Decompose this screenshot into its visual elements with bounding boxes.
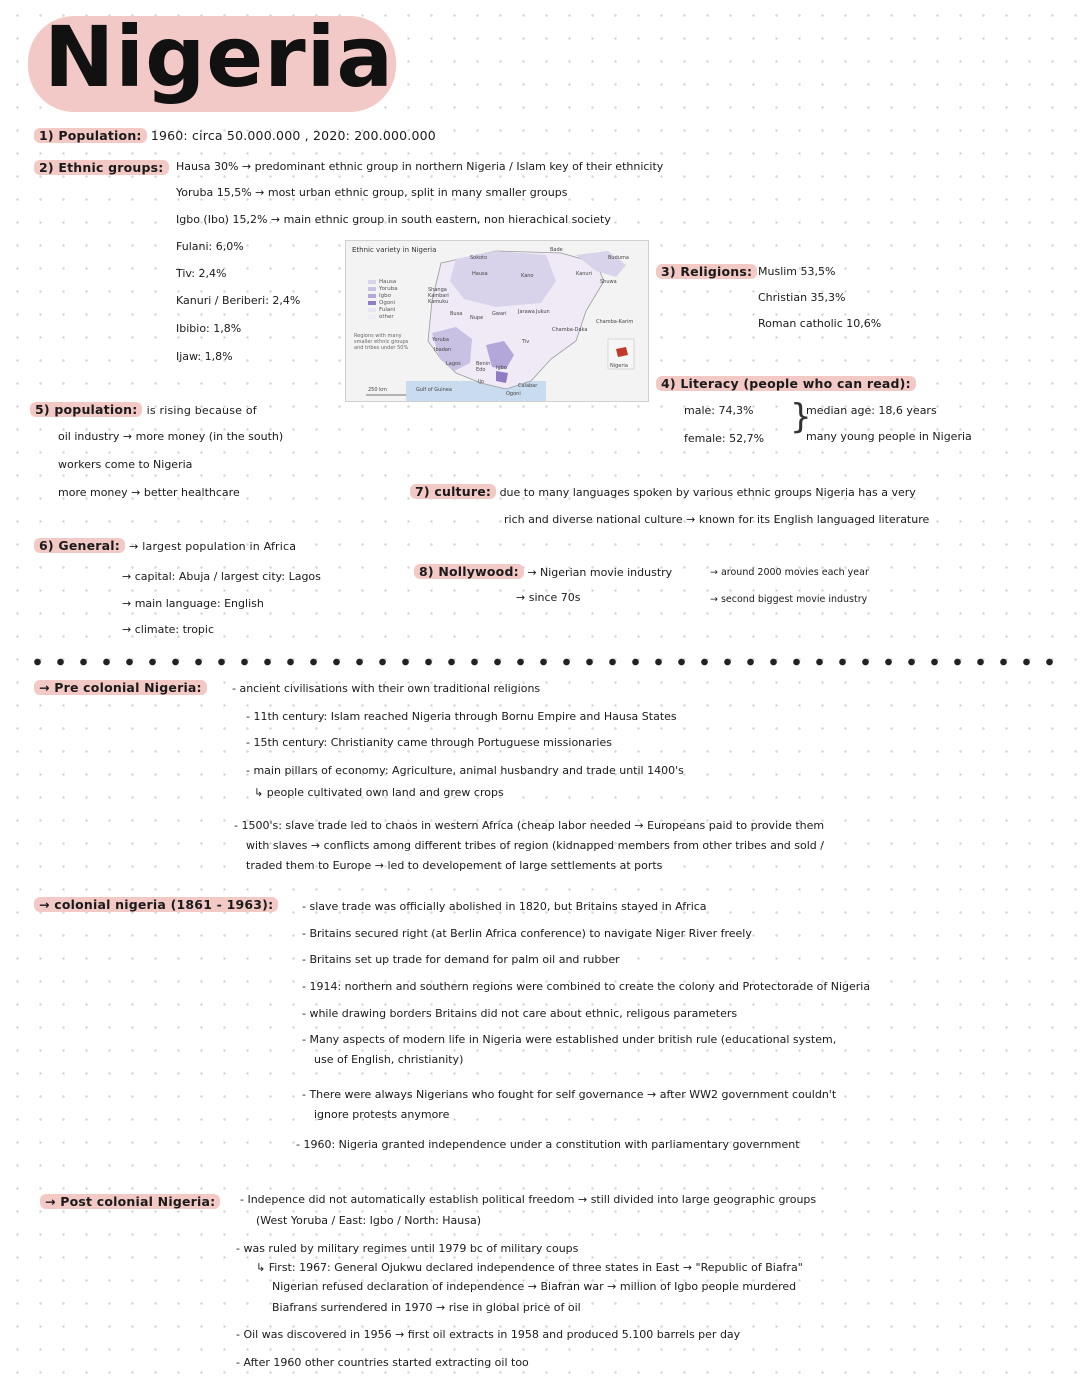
precolonial-row: traded them to Europe → led to developement of large settlements at ports <box>246 859 663 872</box>
culture-text: rich and diverse national culture → known for its English languaged literature <box>504 513 930 526</box>
general-row: → largest population in Africa <box>129 540 297 553</box>
map-label: Edo <box>476 367 486 373</box>
map-label: Tiv <box>522 339 530 345</box>
map-label: Chamba-Daka <box>552 327 588 333</box>
culture-text: due to many languages spoken by various ethnic groups Nigeria has a very <box>499 486 916 499</box>
map-label: Hausa <box>472 271 488 277</box>
colonial-row: - 1914: northern and southern regions were combined to create the colony and Protectorade of Nigeria <box>302 980 871 993</box>
precolonial-row: - 15th century: Christianity came through Portuguese missionaries <box>246 736 612 749</box>
ethnic-row: Hausa 30% → predominant ethnic group in northern Nigeria / Islam key of their ethnicity <box>176 160 664 173</box>
dotted-divider <box>26 654 1060 670</box>
map-caption: Ethnic variety in Nigeria <box>352 246 437 254</box>
colonial-row: - while drawing borders Britains did not care about ethnic, religous parameters <box>302 1007 738 1020</box>
nollywood-text: → Nigerian movie industry <box>527 566 673 579</box>
map-label: Chamba-Karim <box>596 319 634 325</box>
religion-row: Christian 35,3% <box>758 291 846 304</box>
map-gulf-label: Gulf of Guinea <box>416 387 452 393</box>
colonial-row: - Many aspects of modern life in Nigeria were established under british rule (educational system, <box>302 1033 837 1046</box>
map-label: Nigeria <box>610 363 628 369</box>
map-label: Calabar <box>518 383 538 389</box>
map-label: Jukun <box>536 309 550 315</box>
map-label: Benin <box>476 361 491 367</box>
map-label: Gwari <box>492 311 507 317</box>
ethnic-row: Ijaw: 1,8% <box>176 350 233 363</box>
map-label: Nupe <box>470 315 484 321</box>
postcolonial-row: Nigerian refused declaration of independence → Biafran war → million of Igbo people murdered <box>272 1280 797 1293</box>
precolonial-row: - main pillars of economy: Agriculture, animal husbandry and trade until 1400's <box>246 764 684 777</box>
ethnic-label-wrap <box>34 160 169 175</box>
precolonial-row: - ancient civilisations with their own traditional religions <box>232 682 541 695</box>
colonial-row: - There were always Nigerians who fought for self governance → after WW2 government couldn't <box>302 1088 837 1101</box>
colonial-row: ignore protests anymore <box>314 1108 450 1121</box>
culture-line <box>410 484 916 499</box>
precolonial-row: - 1500's: slave trade led to chaos in western Africa (cheap labor needed → Europeans paid to provide them <box>234 819 825 832</box>
colonial-row: use of English, christianity) <box>314 1053 464 1066</box>
postcolonial-row: (West Yoruba / East: Igbo / North: Hausa) <box>256 1214 482 1227</box>
map-label: Igbo <box>496 365 507 371</box>
colonial-row: - Britains secured right (at Berlin Africa conference) to navigate Niger River freely <box>302 927 752 940</box>
nollywood-label: 8) Nollywood: <box>414 564 524 579</box>
map-note: Regions with many smaller ethnic groups and tribes under 50% <box>354 333 409 351</box>
brace-icon: } <box>790 397 812 437</box>
legend-item: Igbo <box>379 293 391 299</box>
postcolonial-row: ↳ First: 1967: General Ojukwu declared independence of three states in East → "Republic of Biafra" <box>256 1261 803 1274</box>
map-label: Lagos <box>446 361 461 367</box>
ethnic-row: Kanuri / Beriberi: 2,4% <box>176 294 301 307</box>
map-label: Sokoto <box>470 255 488 261</box>
colonial-row: - slave trade was officially abolished in 1820, but Britains stayed in Africa <box>302 900 707 913</box>
nollywood-line <box>414 564 672 579</box>
colonial-label-wrap <box>34 897 278 912</box>
religion-row: Roman catholic 10,6% <box>758 317 882 330</box>
ethnic-map <box>345 240 649 402</box>
religions-label: 3) Religions: <box>656 264 757 279</box>
population-row: workers come to Nigeria <box>58 458 193 471</box>
ethnic-groups-label: 2) Ethnic groups: <box>34 160 169 175</box>
population-row: is rising because of <box>146 404 257 417</box>
precolonial-label: → Pre colonial Nigeria: <box>34 680 207 695</box>
literacy-female: female: 52,7% <box>684 432 765 445</box>
ethnic-row: Igbo (Ibo) 15,2% → main ethnic group in south eastern, non hierachical society <box>176 213 611 226</box>
postcolonial-row: - Indepence did not automatically establish political freedom → still divided into large geographic groups <box>240 1193 817 1206</box>
map-label: Ogoni <box>506 391 521 397</box>
ethnic-row: Yoruba 15,5% → most urban ethnic group, split in many smaller groups <box>176 186 568 199</box>
postcolonial-row: - Oil was discovered in 1956 → first oil extracts in 1958 and produced 5.100 barrels per day <box>236 1328 741 1341</box>
map-label: Busa <box>450 311 463 317</box>
general-row: → climate: tropic <box>122 623 215 636</box>
map-label: Ijo <box>478 379 484 385</box>
population-rising-line <box>30 402 257 417</box>
postcolonial-row: - was ruled by military regimes until 1979 bc of military coups <box>236 1242 579 1255</box>
nollywood-text: → around 2000 movies each year <box>710 567 869 578</box>
legend-item: Ogoni <box>379 300 396 306</box>
precolonial-row: with slaves → conflicts among different tribes of region (kidnapped members from other tribes and sold / <box>246 839 824 852</box>
ethnic-row: Tiv: 2,4% <box>176 267 227 280</box>
literacy-male: male: 74,3% <box>684 404 754 417</box>
culture-label: 7) culture: <box>410 484 496 499</box>
general-row: → capital: Abuja / largest city: Lagos <box>122 570 321 583</box>
population-row: more money → better healthcare <box>58 486 240 499</box>
legend-item: Hausa <box>379 279 397 285</box>
map-label: Jarawa <box>518 309 535 315</box>
map-label: Shanga <box>428 287 447 293</box>
precolonial-label-wrap <box>34 680 207 695</box>
general-row: → main language: English <box>122 597 264 610</box>
ethnic-row: Fulani: 6,0% <box>176 240 244 253</box>
map-scale-label: 250 km <box>368 387 387 393</box>
precolonial-row: - 11th century: Islam reached Nigeria through Bornu Empire and Hausa States <box>246 710 677 723</box>
population-rising-label: 5) population: <box>30 402 142 417</box>
map-label: Kanuri <box>576 271 593 277</box>
population-row: oil industry → more money (in the south) <box>58 430 284 443</box>
map-label: Shuwa <box>600 279 617 285</box>
map-label: Kano <box>521 273 534 279</box>
legend-item: Fulani <box>379 307 396 313</box>
nollywood-text: → second biggest movie industry <box>710 594 868 605</box>
population-line <box>34 128 436 143</box>
precolonial-row: ↳ people cultivated own land and grew crops <box>254 786 504 799</box>
population-label: 1) Population: <box>34 128 147 143</box>
literacy-label-wrap <box>656 376 916 391</box>
map-label: Bade <box>550 247 563 253</box>
colonial-row: - Britains set up trade for demand for palm oil and rubber <box>302 953 620 966</box>
legend-item: other <box>379 314 394 320</box>
map-label: Yoruba <box>432 337 449 343</box>
nollywood-text: → since 70s <box>516 591 581 604</box>
postcolonial-row: - After 1960 other countries started extracting oil too <box>236 1356 529 1369</box>
map-label: Ibadan <box>434 347 452 353</box>
postcolonial-label-wrap <box>40 1194 220 1209</box>
map-label: Buduma <box>608 255 629 261</box>
colonial-label: → colonial nigeria (1861 - 1963): <box>34 897 278 912</box>
legend-item: Yoruba <box>379 286 398 292</box>
map-region-hausa <box>450 251 556 307</box>
literacy-label: 4) Literacy (people who can read): <box>656 376 916 391</box>
postcolonial-row: Biafrans surrendered in 1970 → rise in global price of oil <box>272 1301 581 1314</box>
religions-label-wrap <box>656 264 757 279</box>
map-region-ogoni <box>496 371 508 383</box>
map-label: Kambari <box>428 293 449 299</box>
ethnic-row: Ibibio: 1,8% <box>176 322 242 335</box>
general-line <box>34 538 296 553</box>
general-label: 6) General: <box>34 538 125 553</box>
page-title: Nigeria <box>44 8 395 106</box>
postcolonial-label: → Post colonial Nigeria: <box>40 1194 220 1209</box>
population-text: 1960: circa 50.000.000 , 2020: 200.000.000 <box>150 128 436 143</box>
literacy-note: many young people in Nigeria <box>806 430 972 443</box>
colonial-row: - 1960: Nigeria granted independence under a constitution with parliamentary government <box>296 1138 800 1151</box>
literacy-note: median age: 18,6 years <box>806 404 937 417</box>
map-label: Kamuku <box>428 299 449 305</box>
religion-row: Muslim 53,5% <box>758 265 836 278</box>
